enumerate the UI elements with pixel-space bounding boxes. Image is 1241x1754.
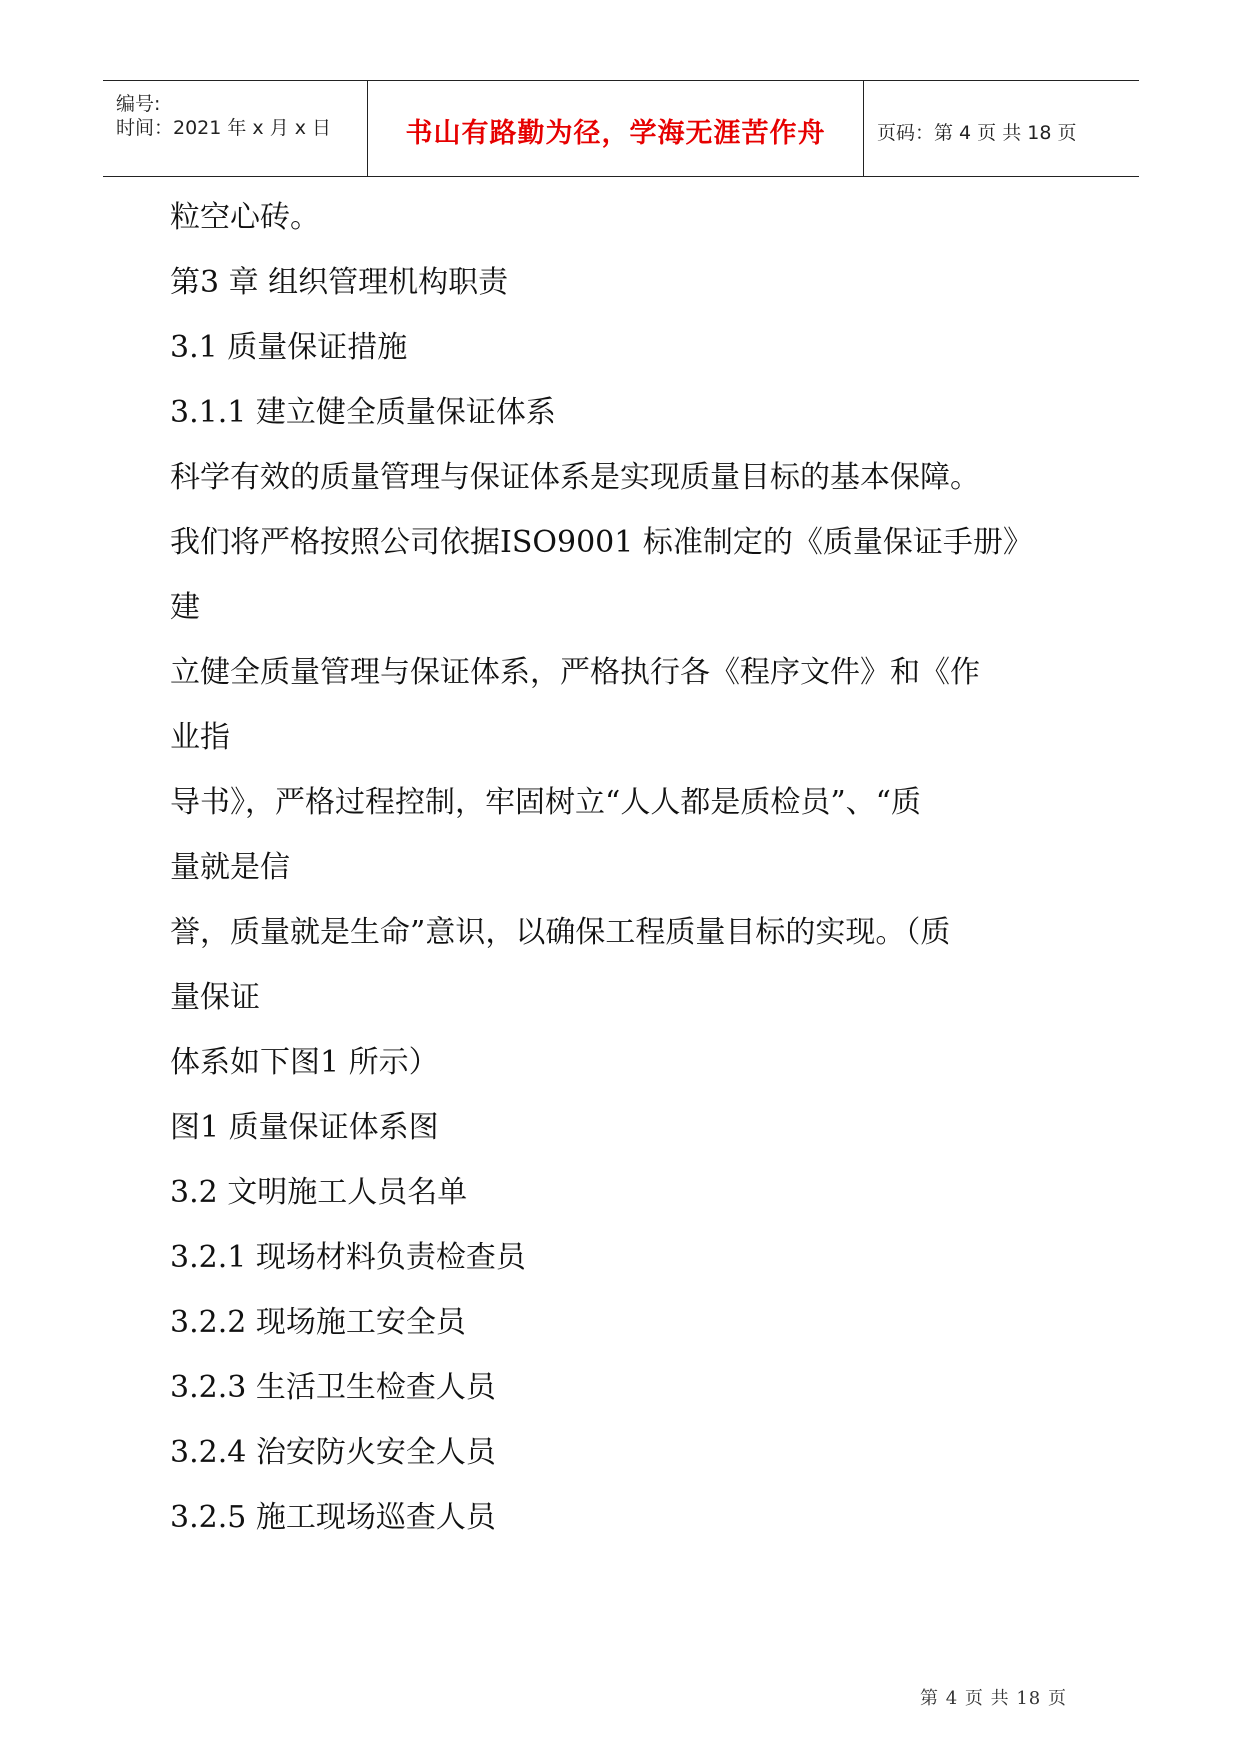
- section-heading: 3.1 质量保证措施: [170, 330, 408, 365]
- body-line: 我们将严格按照公司依据ISO9001 标准制定的《质量保证手册》: [170, 525, 1033, 560]
- document-number-label: 编号:: [116, 93, 161, 115]
- section-heading: 3.2 文明施工人员名单: [170, 1175, 468, 1210]
- body-line: 导书》，严格过程控制，牢固树立“人人都是质检员”、“质: [170, 785, 922, 820]
- document-time-label: 时间：2021 年 x 月 x 日: [116, 117, 332, 139]
- body-line: 量就是信: [170, 850, 290, 885]
- page-header-table: [103, 80, 1139, 177]
- header-page-info: 页码：第 4 页 共 18 页: [877, 122, 1077, 144]
- body-line: 科学有效的质量管理与保证体系是实现质量目标的基本保障。: [170, 460, 980, 495]
- header-meta-cell: [103, 81, 368, 176]
- page-footer: 第 4 页 共 18 页: [920, 1688, 1067, 1709]
- header-motto: 书山有路勤为径，学海无涯苦作舟: [405, 118, 826, 149]
- body-line: 量保证: [170, 980, 260, 1015]
- body-line: 誉，质量就是生命”意识，以确保工程质量目标的实现。（质: [170, 915, 951, 950]
- header-motto-cell: [368, 81, 864, 176]
- subsection-heading: 3.1.1 建立健全质量保证体系: [170, 395, 556, 430]
- body-line: 体系如下图1 所示）: [170, 1045, 439, 1080]
- body-line: 立健全质量管理与保证体系，严格执行各《程序文件》和《作: [170, 655, 980, 690]
- subsection-heading: 3.2.5 施工现场巡查人员: [170, 1500, 496, 1535]
- subsection-heading: 3.2.2 现场施工安全员: [170, 1305, 466, 1340]
- subsection-heading: 3.2.1 现场材料负责检查员: [170, 1240, 526, 1275]
- header-page-cell: [864, 81, 1139, 176]
- body-line: 粒空心砖。: [170, 200, 320, 235]
- subsection-heading: 3.2.4 治安防火安全人员: [170, 1435, 496, 1470]
- body-line: 建: [170, 590, 200, 625]
- figure-caption: 图1 质量保证体系图: [170, 1110, 439, 1145]
- chapter-heading: 第3 章 组织管理机构职责: [170, 265, 509, 300]
- subsection-heading: 3.2.3 生活卫生检查人员: [170, 1370, 496, 1405]
- body-line: 业指: [170, 720, 230, 755]
